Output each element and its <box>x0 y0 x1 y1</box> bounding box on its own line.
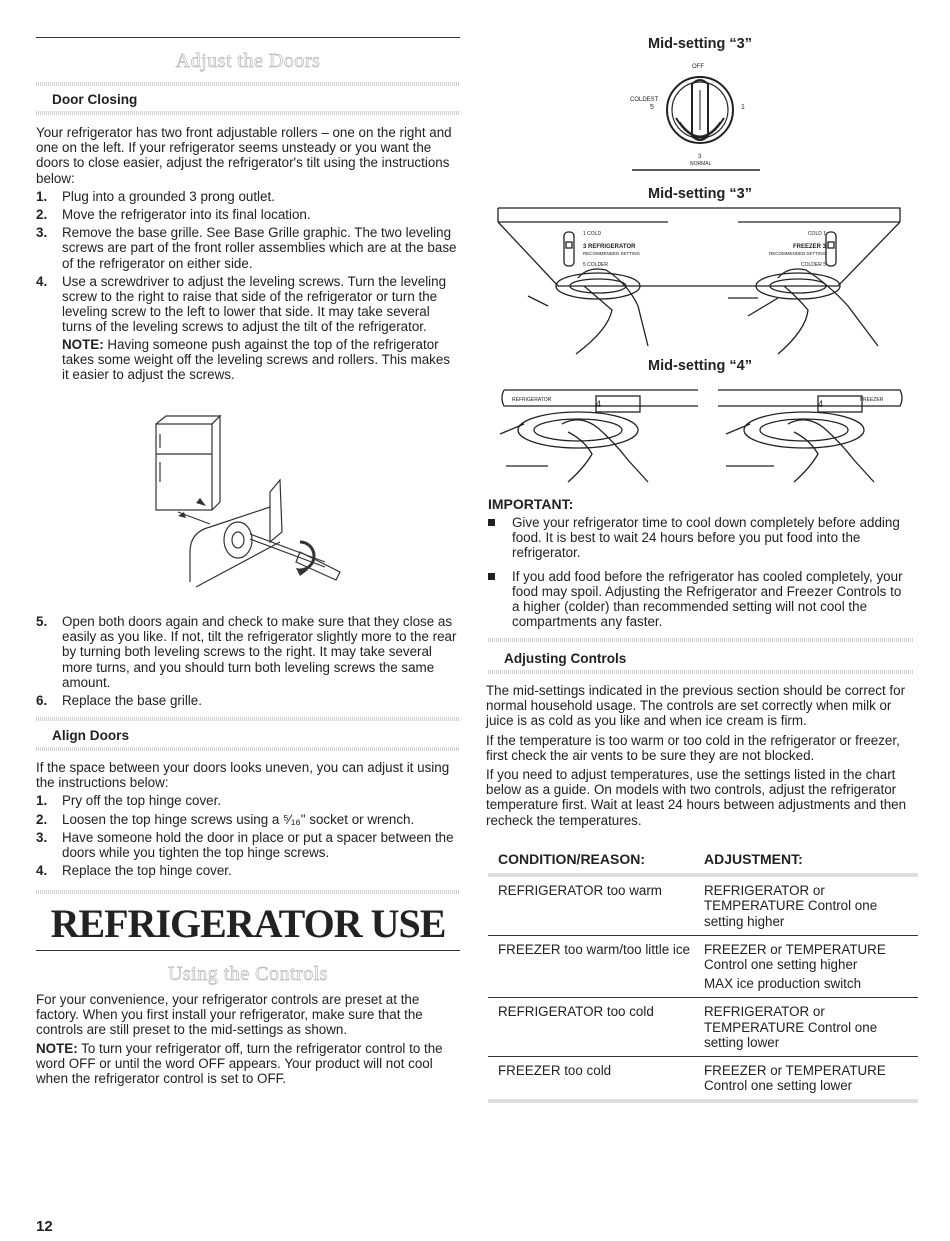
condition-cell: REFRIGERATOR too warm <box>488 875 704 935</box>
condition-cell: FREEZER too warm/too little ice <box>488 935 704 998</box>
right-recommended-label: RECOMMENDED SETTING <box>768 251 826 256</box>
step-item <box>36 614 460 690</box>
adjustment-cell <box>704 875 918 935</box>
dial-normal-label: NORMAL <box>690 161 712 167</box>
adjust-doors-dotrule <box>36 82 460 86</box>
adjusting-dotrule-top <box>488 638 914 642</box>
step-text: Use a screwdriver to adjust the leveling screws. Turn the leveling screw to the right to raise that side of the refrigerator or turn the leveling screw to the left to lower that side. It may take several turns of the leveling screws to adjust the tilt of the refrigerator. <box>62 273 447 335</box>
left-cold-label: 1 COLD <box>583 231 602 237</box>
table-row <box>488 1057 918 1102</box>
step-text: Move the refrigerator into its final location. <box>62 207 311 223</box>
section-dotrule <box>36 890 460 894</box>
important-label: IMPORTANT: <box>488 496 574 512</box>
step-number: 2. <box>36 207 48 223</box>
note-label: NOTE: <box>62 336 104 352</box>
using-controls-text: For your convenience, your refrigerator controls are preset at the factory. When you first install your refrigerator, make sure that the controls are still preset to the mid-settings as shown. <box>36 992 423 1038</box>
step-text: Remove the base grille. See Base Grille graphic. The two leveling screws are part of the front roller assemblies which are at the base of the refrigerator on either side. <box>62 225 457 271</box>
bullet-text: Give your refrigerator time to cool down completely before adding food. It is best to wait 24 hours before you put food into the refrigerator. <box>512 515 900 561</box>
col-condition-header: CONDITION/REASON: <box>498 851 645 867</box>
table-header-row <box>488 850 918 875</box>
col-adjustment-header: ADJUSTMENT: <box>704 851 803 867</box>
fig3-refrigerator-label: REFRIGERATOR <box>512 397 552 403</box>
using-controls-body <box>36 992 460 1086</box>
step-text: Open both doors again and check to make sure that they close as easily as you like. If not, tilt the refrigerator slightly more to the rear by turning both leveling screws to the right. It may take several more turns, and you should turn both leveling screws the same amount. <box>62 614 457 690</box>
note-text: Having someone push against the top of the refrigerator takes some weight off the leveling screws and rollers. This makes it easier to adjust the screws. <box>62 336 451 383</box>
steps-after-list <box>36 614 460 708</box>
step-text: Replace the base grille. <box>62 693 202 709</box>
right-colder-label: COLDER 5 <box>800 262 826 268</box>
step-number: 2. <box>36 811 48 827</box>
adjustment-text: REFRIGERATOR or TEMPERATURE Control one setting higher <box>704 883 878 929</box>
align-doors-dotrule <box>36 747 460 751</box>
table-row <box>488 998 918 1057</box>
align-doors-steps <box>36 793 460 878</box>
note-text: To turn your refrigerator off, turn the refrigerator control to the word OFF or until the word OFF appears. Your product will not cool when the refrigerator control is set to OFF. <box>36 1040 443 1087</box>
align-doors-heading: Align Doors <box>52 728 130 743</box>
right-cold-label: COLD 1 <box>807 231 826 237</box>
step-item <box>36 693 460 708</box>
step-number: 4. <box>36 273 48 289</box>
page-number: 12 <box>36 1218 53 1235</box>
adjustment-extra: MAX ice production switch <box>704 976 862 992</box>
step-text: Loosen the top hinge screws using a ⁵⁄₁₆" socket or wrench. <box>62 811 415 827</box>
adjustment-table <box>488 850 918 1103</box>
step-item <box>36 863 460 878</box>
note <box>62 337 460 383</box>
leveling-screw-illustration <box>150 412 350 602</box>
fig3-left-value: 4 <box>596 399 602 409</box>
step-number: 1. <box>36 188 48 204</box>
dial-three-label: 3 <box>698 154 702 160</box>
adjustment-text: REFRIGERATOR or TEMPERATURE Control one setting lower <box>704 1004 878 1050</box>
door-closing-intro: Your refrigerator has two front adjustable rollers – one on the right and one on the left. If your refrigerator seems unsteady or you want the doors to close easier, adjust the refrigerator's tilt using the instructions below: <box>36 125 452 186</box>
door-closing-dotrule <box>36 111 460 115</box>
step-item <box>36 207 460 222</box>
adjustment-cell <box>704 935 918 998</box>
step-item <box>36 812 460 827</box>
step-number: 3. <box>36 829 48 845</box>
using-controls-note <box>36 1041 460 1087</box>
door-closing-steps-after <box>36 614 460 711</box>
adjustment-text: FREEZER or TEMPERATURE Control one setting higher <box>704 941 886 973</box>
dial-one-label: 1 <box>741 104 745 111</box>
slider-controls-illustration <box>488 206 908 356</box>
adjust-doors-title: Adjust the Doors <box>175 50 321 72</box>
fig3-freezer-label: FREEZER <box>860 397 884 403</box>
left-refrigerator-label: 3 REFRIGERATOR <box>583 244 636 250</box>
condition-cell: REFRIGERATOR too cold <box>488 998 704 1057</box>
bullet-icon <box>488 573 495 580</box>
list-item <box>486 569 910 630</box>
align-doors-dotrule-top <box>36 717 460 721</box>
align-doors-body <box>36 760 460 881</box>
fig3-right-value: 4 <box>818 399 824 409</box>
condition-cell: FREEZER too cold <box>488 1057 704 1102</box>
step-item <box>36 793 460 808</box>
section-rule <box>36 950 460 951</box>
adjusting-para: If the temperature is too warm or too cold in the refrigerator or freezer, first check the air vents to be sure they are not blocked. <box>486 732 900 763</box>
door-closing-steps <box>36 189 460 382</box>
using-controls-title: Using the Controls <box>167 963 329 985</box>
left-recommended-label: RECOMMENDED SETTING <box>583 251 641 256</box>
refrigerator-use-title: REFRIGERATOR USE <box>50 901 446 946</box>
adjusting-para: If you need to adjust temperatures, use the settings listed in the chart below as a guide. On models with two controls, adjust the refrigerator temperature first. Wait at least 24 hours between adjustments and then recheck the temperatures. <box>486 767 907 828</box>
fig2-caption: Mid-setting “3” <box>648 186 752 202</box>
door-closing-body <box>36 125 460 385</box>
step-text: Have someone hold the door in place or put a spacer between the doors while you tighten the top hinge screws. <box>62 829 454 861</box>
step-number: 1. <box>36 793 48 809</box>
step-item <box>36 189 460 204</box>
align-doors-intro: If the space between your doors looks uneven, you can adjust it using the instructions below: <box>36 760 450 791</box>
right-freezer-label: FREEZER 3 <box>792 244 826 250</box>
adjusting-para: The mid-settings indicated in the previous section should be correct for normal household usage. The controls are set correctly when milk or juice is as cold as you like and when ice cream is firm. <box>486 683 906 729</box>
table-row <box>488 935 918 998</box>
adjusting-controls-body <box>486 683 914 828</box>
step-text: Pry off the top hinge cover. <box>62 793 222 809</box>
dial-off-label: OFF <box>692 64 704 70</box>
adjusting-dotrule <box>488 670 914 674</box>
step-item <box>36 274 460 382</box>
fig1-caption: Mid-setting “3” <box>648 36 752 52</box>
left-colder-label: 5 COLDER <box>583 262 609 268</box>
note-label: NOTE: <box>36 1040 78 1056</box>
step-text: Replace the top hinge cover. <box>62 863 232 879</box>
adjustment-text: FREEZER or TEMPERATURE Control one setting lower <box>704 1063 886 1094</box>
step-number: 3. <box>36 225 48 241</box>
dial-five-label: 5 <box>650 104 654 111</box>
step-item <box>36 225 460 271</box>
step-item <box>36 830 460 860</box>
step-number: 5. <box>36 614 48 629</box>
step-number: 4. <box>36 863 48 879</box>
adjustment-cell <box>704 998 918 1057</box>
step-number: 6. <box>36 693 48 709</box>
step-text: Plug into a grounded 3 prong outlet. <box>62 188 275 204</box>
list-item <box>486 515 910 561</box>
top-left-rule <box>36 37 460 38</box>
adjusting-controls-heading: Adjusting Controls <box>504 651 627 666</box>
bullet-icon <box>488 519 495 526</box>
important-bullets <box>486 515 910 637</box>
adjustment-table-wrap <box>488 850 918 1103</box>
dial-control-illustration <box>620 60 770 175</box>
adjustment-cell <box>704 1057 918 1102</box>
table-row <box>488 875 918 935</box>
bullet-text: If you add food before the refrigerator has cooled completely, your food may spoil. Adjusting the Refrigerator and Freezer Controls to a higher (colder) than recommended setting will not cool the compartments any faster. <box>512 568 903 630</box>
fig3-caption: Mid-setting “4” <box>648 358 752 374</box>
door-closing-heading: Door Closing <box>52 92 138 107</box>
dial-coldest-label: COLDEST <box>630 97 659 103</box>
